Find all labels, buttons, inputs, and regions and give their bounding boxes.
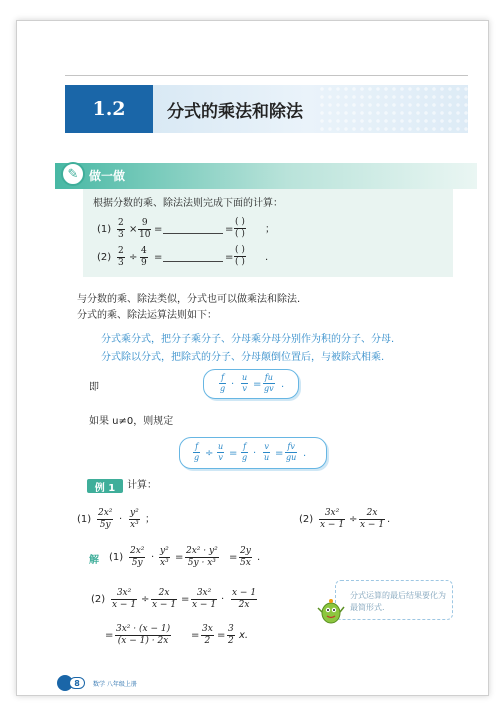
punctuation: . bbox=[265, 252, 269, 263]
intro-line-2: 分式的乘、除法运算法则如下： bbox=[77, 310, 217, 321]
fraction: 3 2 bbox=[228, 624, 234, 646]
times-sign: × bbox=[129, 224, 138, 235]
punctuation: . bbox=[303, 448, 307, 459]
dot-sign: · bbox=[119, 514, 123, 525]
dot-sign: · bbox=[231, 379, 235, 390]
condition-text: 如果 u≠0，则规定 bbox=[89, 416, 174, 427]
punctuation: ； bbox=[265, 224, 275, 235]
fraction: 2x x − 1 bbox=[360, 508, 385, 530]
divide-sign: ÷ bbox=[205, 448, 214, 459]
pencil-icon: ✎ bbox=[61, 162, 85, 186]
answer-fraction[interactable]: ( ) ( ) bbox=[235, 217, 245, 239]
fraction: 2x² 5y bbox=[130, 546, 145, 568]
section-number: 1.2 bbox=[65, 85, 153, 133]
solution-label: 解 bbox=[89, 555, 99, 566]
try-item-1-num: (1) bbox=[97, 224, 112, 235]
section-banner bbox=[65, 85, 468, 133]
equals-sign: = bbox=[181, 594, 190, 605]
dot-sign: · bbox=[151, 552, 155, 563]
rule-multiply: 分式乘分式，把分子乘分子、分母乘分母分别作为积的分子、分母. bbox=[101, 334, 395, 345]
punctuation: ； bbox=[145, 514, 155, 525]
equals-sign: = bbox=[253, 379, 262, 390]
divide-sign: ÷ bbox=[129, 252, 138, 263]
equals-sign: = bbox=[275, 448, 284, 459]
equals-sign: = bbox=[225, 252, 234, 263]
example-label: 计算： bbox=[127, 480, 157, 491]
fraction: 2x² · y² 5y · x³ bbox=[186, 546, 218, 568]
fraction: 2 3 bbox=[118, 218, 124, 240]
try-it-label: 做一做 bbox=[89, 169, 126, 183]
book-name: 数学 八年级上册 bbox=[93, 681, 137, 688]
formula-1-label: 即 bbox=[89, 382, 99, 393]
punctuation: . bbox=[281, 379, 285, 390]
fraction: 3x² · (x − 1) (x − 1) · 2x bbox=[116, 624, 171, 646]
solution-1-num: (1) bbox=[109, 552, 124, 563]
top-divider bbox=[65, 75, 468, 76]
solution-2-num: (2) bbox=[91, 594, 106, 605]
answer-blank[interactable] bbox=[163, 252, 223, 262]
fraction: y² x³ bbox=[160, 546, 169, 568]
fraction: 2 3 bbox=[118, 246, 124, 268]
divide-sign: ÷ bbox=[349, 514, 358, 525]
fraction: 2y 5x bbox=[240, 546, 251, 568]
problem-2-num: (2) bbox=[299, 514, 314, 525]
equals-sign: = bbox=[229, 448, 238, 459]
dot-sign: · bbox=[253, 448, 257, 459]
equals-sign: = bbox=[154, 224, 163, 235]
fraction: 3x² x − 1 bbox=[192, 588, 217, 610]
fraction: 2x² 5y bbox=[98, 508, 113, 530]
variable-x: x. bbox=[239, 630, 249, 641]
fraction: u v bbox=[242, 373, 248, 393]
fraction: 9 10 bbox=[139, 218, 151, 240]
example-badge: 例 1 bbox=[87, 479, 123, 493]
note-text: 分式运算的最后结果要化为最简形式. bbox=[350, 591, 446, 612]
fraction: fu gv bbox=[264, 373, 274, 393]
fraction: f g bbox=[194, 442, 200, 462]
formula-1-box bbox=[203, 369, 299, 399]
punctuation: . bbox=[257, 552, 261, 563]
equals-sign: = bbox=[154, 252, 163, 263]
fraction: 3x² x − 1 bbox=[112, 588, 137, 610]
equals-sign: = bbox=[105, 630, 114, 641]
intro-line-1: 与分数的乘、除法类似，分式也可以做乘法和除法. bbox=[77, 294, 301, 305]
banner-dot-pattern bbox=[318, 85, 468, 133]
divide-sign: ÷ bbox=[141, 594, 150, 605]
answer-fraction[interactable]: ( ) ( ) bbox=[235, 245, 245, 267]
fraction: 3x 2 bbox=[202, 624, 213, 646]
fraction: fv gu bbox=[286, 442, 297, 462]
fraction: x − 1 2x bbox=[232, 588, 257, 610]
fraction: u v bbox=[218, 442, 224, 462]
equals-sign: = bbox=[225, 224, 234, 235]
equals-sign: = bbox=[217, 630, 226, 641]
answer-blank[interactable] bbox=[163, 224, 223, 234]
dot-sign: · bbox=[221, 594, 225, 605]
equals-sign: = bbox=[175, 552, 184, 563]
punctuation: . bbox=[387, 514, 391, 525]
fraction: v u bbox=[264, 442, 270, 462]
problem-1-num: (1) bbox=[77, 514, 92, 525]
section-title: 分式的乘法和除法 bbox=[167, 102, 303, 122]
textbook-page bbox=[16, 20, 489, 696]
fraction: f g bbox=[220, 373, 226, 393]
rule-divide: 分式除以分式，把除式的分子、分母颠倒位置后，与被除式相乘. bbox=[101, 352, 385, 363]
fraction: y² x³ bbox=[130, 508, 139, 530]
mascot-icon bbox=[317, 596, 345, 626]
equals-sign: = bbox=[191, 630, 200, 641]
fraction: 4 9 bbox=[141, 246, 147, 268]
try-it-instruction: 根据分数的乘、除法法则完成下面的计算： bbox=[93, 198, 283, 209]
page-number: 8 bbox=[69, 677, 85, 689]
fraction: f g bbox=[242, 442, 248, 462]
try-item-2-num: (2) bbox=[97, 252, 112, 263]
fraction: 2x x − 1 bbox=[152, 588, 177, 610]
equals-sign: = bbox=[229, 552, 238, 563]
fraction: 3x² x − 1 bbox=[320, 508, 345, 530]
